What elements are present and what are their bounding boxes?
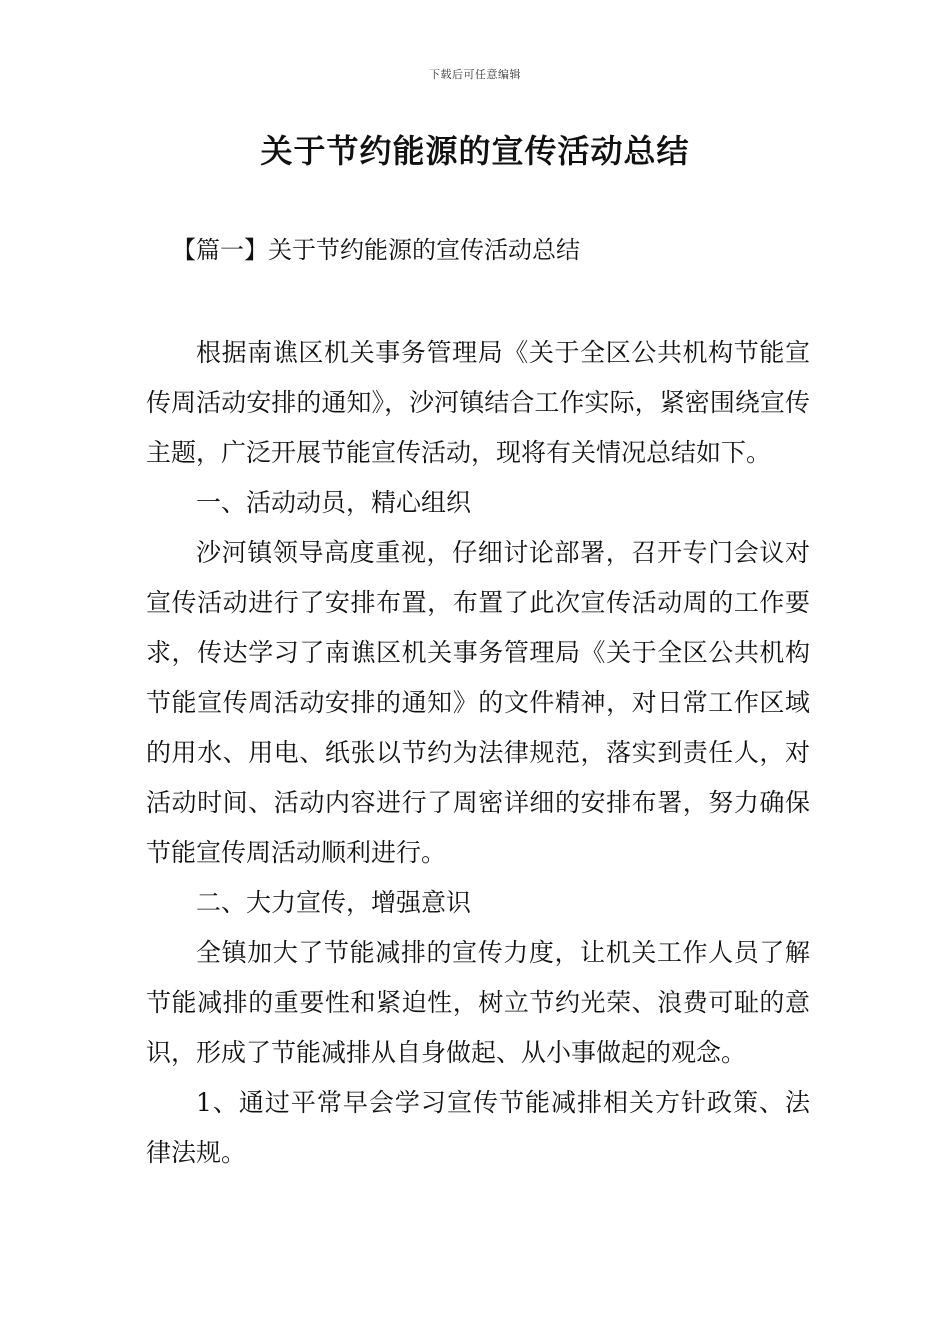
document-title: 关于节约能源的宣传活动总结 (260, 132, 690, 170)
document-body (146, 328, 810, 1178)
paragraph-intro: 根据南谯区机关事务管理局《关于全区公共机构节能宣传周活动安排的通知》，沙河镇结合工作实际，紧密围绕宣传主题，广泛开展节能宣传活动，现将有关情况总结如下。 (146, 338, 810, 467)
heading-section-1: 一、活动动员，精心组织 (196, 488, 472, 517)
paragraph-section-2: 全镇加大了节能减排的宣传力度，让机关工作人员了解节能减排的重要性和紧迫性，树立节约光荣、浪费可耻的意识，形成了节能减排从自身做起、从小事做起的观念。 (146, 938, 810, 1067)
heading-section-2: 二、大力宣传，增强意识 (196, 888, 472, 917)
header-note: 下载后可任意编辑 (429, 68, 521, 81)
paragraph-section-1: 沙河镇领导高度重视，仔细讨论部署，召开专门会议对宣传活动进行了安排布置，布置了此次宣传活动周的工作要求，传达学习了南谯区机关事务管理局《关于全区公共机构节能宣传周活动安排的通知》的文件精神，对日常工作区域的用水、用电、纸张以节约为法律规范，落实到责任人，对活动时间、活动内容进行了周密详细的安排布署，努力确保节能宣传周活动顺利进行。 (146, 538, 810, 867)
section-title: 【篇一】关于节约能源的宣传活动总结 (172, 236, 580, 264)
paragraph-item-1: 1、通过平常早会学习宣传节能减排相关方针政策、法律法规。 (146, 1088, 810, 1167)
